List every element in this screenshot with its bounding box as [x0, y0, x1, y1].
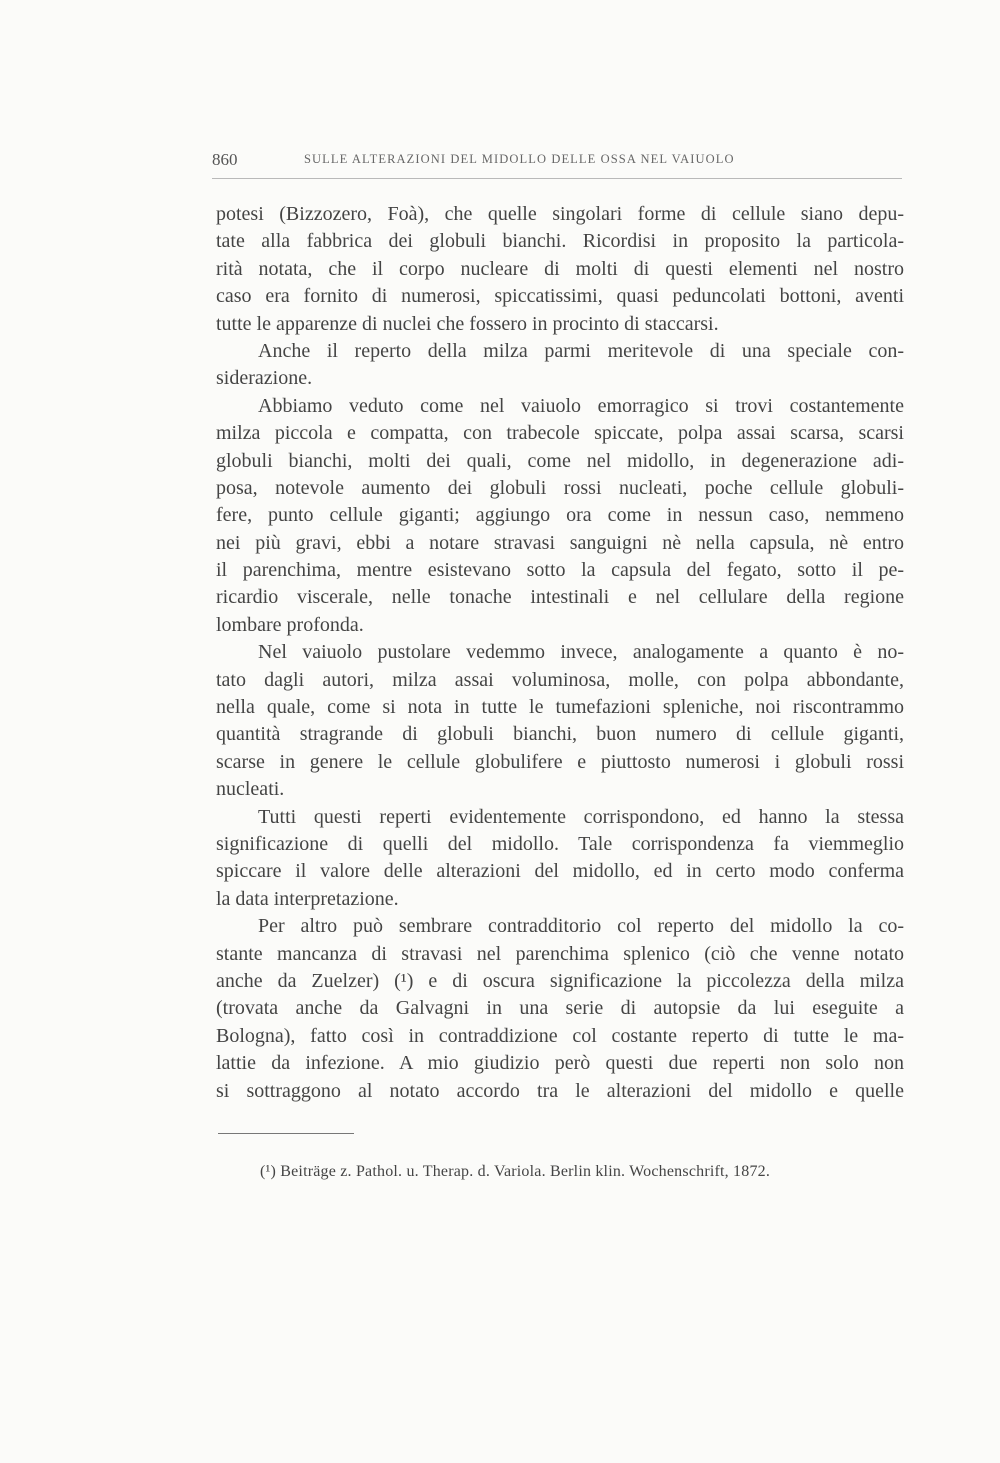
text-line: Tutti questi reperti evidentemente corrispondono, ed hanno la stessa: [258, 805, 904, 828]
text-line: Per altro può sembrare contradditorio col reperto del midollo la co-: [258, 915, 904, 938]
text-line: ricardio viscerale, nelle tonache intestinali e nel cellulare della regione: [216, 586, 904, 609]
text-line: globuli bianchi, molti dei quali, come nel midollo, in degenerazione adi-: [216, 449, 904, 472]
text-line: Bologna), fatto così in contraddizione col costante reperto di tutte le ma-: [216, 1024, 904, 1047]
text-line: milza piccola e compatta, con trabecole spiccate, polpa assai scarsa, scarsi: [216, 422, 904, 445]
text-line: quantità stragrande di globuli bianchi, buon numero di cellule giganti,: [216, 723, 904, 746]
text-line: lombare profonda.: [216, 613, 364, 636]
text-line: nei più gravi, ebbi a notare stravasi sanguigni nè nella capsula, nè entro: [216, 531, 904, 554]
text-line: Anche il reperto della milza parmi meritevole di una speciale con-: [258, 339, 904, 362]
text-line: il parenchima, mentre esistevano sotto la capsula del fegato, sotto il pe-: [216, 559, 904, 582]
text-line: si sottraggono al notato accordo tra le alterazioni del midollo e quelle: [216, 1079, 904, 1102]
text-line: significazione di quelli del midollo. Tale corrispondenza fa viemmeglio: [216, 832, 904, 855]
text-line: potesi (Bizzozero, Foà), che quelle singolari forme di cellule siano depu-: [216, 203, 904, 225]
text-line: tato dagli autori, milza assai voluminosa, molle, con polpa abbondante,: [216, 668, 904, 691]
text-line: la data interpretazione.: [216, 887, 399, 910]
text-line: tutte le apparenze di nuclei che fossero in procinto di staccarsi.: [216, 312, 719, 335]
text-line: lattie da infezione. A mio giudizio però questi due reperti non solo non: [216, 1052, 904, 1075]
text-line: rità notata, che il corpo nucleare di molti di questi elementi nel nostro: [216, 257, 904, 280]
text-line: scarse in genere le cellule globulifere e piuttosto numerosi i globuli rossi: [216, 750, 904, 773]
footnote-divider: [218, 1133, 354, 1134]
text-line: nella quale, come si nota in tutte le tumefazioni spleniche, noi riscontrammo: [216, 696, 904, 719]
page-number: 860: [212, 150, 238, 169]
text-line: Nel vaiuolo pustolare vedemmo invece, analogamente a quanto è no-: [258, 641, 904, 664]
page-header: [212, 150, 902, 179]
text-line: (trovata anche da Galvagni in una serie di autopsie da lui eseguite a: [216, 997, 904, 1020]
text-line: nucleati.: [216, 778, 285, 801]
text-line: spiccare il valore delle alterazioni del midollo, ed in certo modo conferma: [216, 860, 904, 883]
text-line: siderazione.: [216, 367, 313, 390]
footnote: (¹) Beiträge z. Pathol. u. Therap. d. Variola. Berlin klin. Wochenschrift, 1872.: [260, 1163, 771, 1180]
text-line: anche da Zuelzer) (¹) e di oscura significazione la piccolezza della milza: [216, 969, 904, 992]
text-line: caso era fornito di numerosi, spiccatissimi, quasi peduncolati bottoni, aventi: [216, 285, 904, 308]
running-title: SULLE ALTERAZIONI DEL MIDOLLO DELLE OSSA NEL VAIUOLO: [304, 152, 735, 166]
text-line: stante mancanza di stravasi nel parenchima splenico (ciò che venne notato: [216, 942, 904, 965]
text-line: Abbiamo veduto come nel vaiuolo emorragico si trovi costantemente: [258, 394, 904, 417]
text-line: posa, notevole aumento dei globuli rossi nucleati, poche cellule globuli-: [216, 476, 904, 499]
body-text: [216, 201, 904, 1105]
text-line: tate alla fabbrica dei globuli bianchi. Ricordisi in proposito la particola-: [216, 230, 904, 253]
text-line: fere, punto cellule giganti; aggiungo ora come in nessun caso, nemmeno: [216, 504, 904, 527]
